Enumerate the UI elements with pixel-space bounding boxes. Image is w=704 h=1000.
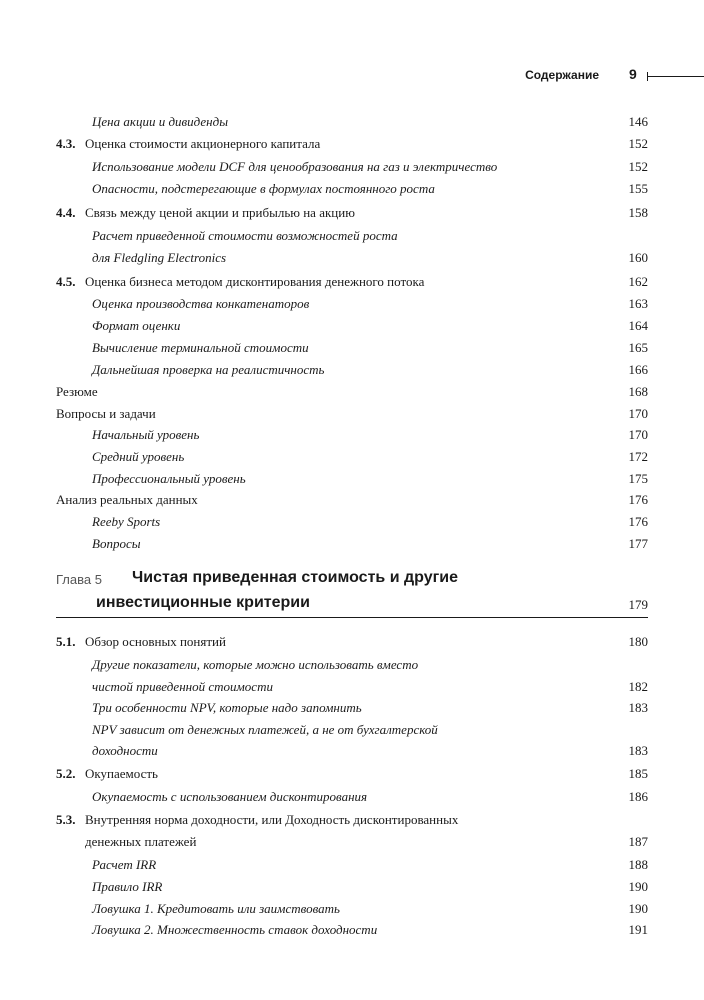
toc-entry-page: 175 xyxy=(628,471,648,486)
toc-entry-page: 158 xyxy=(628,205,648,220)
page-number: 9 xyxy=(629,66,637,82)
toc-entry xyxy=(0,382,704,404)
toc-entry xyxy=(0,179,704,201)
toc-entry-page: 152 xyxy=(628,136,648,151)
toc-entry-title: Расчет приведенной стоимости возможностей роста xyxy=(92,228,398,243)
toc-entry xyxy=(0,294,704,316)
toc-entry-title: Опасности, подстерегающие в формулах постоянного роста xyxy=(92,181,435,196)
toc-entry-page: 190 xyxy=(628,901,648,916)
chapter-rule xyxy=(56,617,648,618)
toc-entry xyxy=(0,632,704,654)
toc-entry-page: 186 xyxy=(628,789,648,804)
toc-entry-page: 168 xyxy=(628,384,648,399)
toc-entry-title: NPV зависит от денежных платежей, а не от бухгалтерской xyxy=(92,722,438,737)
toc-entry-title: Reeby Sports xyxy=(92,514,161,529)
toc-entry-page: 152 xyxy=(628,159,648,174)
toc-entry xyxy=(0,203,704,225)
toc-entry-title: Оценка производства конкатенаторов xyxy=(92,296,310,311)
toc-entry-title: Вычисление терминальной стоимости xyxy=(92,340,309,355)
toc-entry xyxy=(0,490,704,512)
toc-entry xyxy=(0,677,704,699)
chapter-page: 179 xyxy=(628,597,648,612)
toc-entry-page: 163 xyxy=(628,296,648,311)
toc-entry-title: Резюме xyxy=(56,384,98,399)
toc-entry-number: 4.4. xyxy=(56,205,76,220)
toc-entry xyxy=(0,920,704,942)
toc-entry-page: 170 xyxy=(628,406,648,421)
toc-entry xyxy=(0,741,704,763)
toc-entry-page: 183 xyxy=(628,700,648,715)
toc-entry xyxy=(0,698,704,720)
toc-entry-page: 162 xyxy=(628,274,648,289)
toc-entry xyxy=(0,404,704,426)
toc-entry-page: 185 xyxy=(628,766,648,781)
toc-entry xyxy=(0,338,704,360)
toc-entry-page: 160 xyxy=(628,250,648,265)
toc-entry-title: доходности xyxy=(92,743,158,758)
toc-entry-number: 5.2. xyxy=(56,766,76,781)
toc-entry xyxy=(0,810,704,832)
toc-entry-title: Вопросы и задачи xyxy=(56,406,156,421)
toc-entry-number: 4.3. xyxy=(56,136,76,151)
toc-entry-title: Начальный уровень xyxy=(92,427,200,442)
toc-entry xyxy=(0,899,704,921)
chapter-title-line2: инвестиционные критерии xyxy=(96,594,310,611)
chapter-heading xyxy=(56,568,648,618)
toc-entry-page: 187 xyxy=(628,834,648,849)
toc-entry-title: Внутренняя норма доходности, или Доходность дисконтированных xyxy=(85,812,459,827)
toc-entry xyxy=(0,655,704,677)
toc-entry xyxy=(0,534,704,556)
chapter-title-line1: Чистая приведенная стоимость и другие xyxy=(132,569,458,586)
toc-entry xyxy=(0,764,704,786)
toc-entry xyxy=(0,720,704,742)
toc-entry xyxy=(0,832,704,854)
toc-entry xyxy=(0,272,704,294)
toc-entry xyxy=(0,157,704,179)
toc-entry-title: Обзор основных понятий xyxy=(85,634,226,649)
toc-entry xyxy=(0,877,704,899)
toc-entry xyxy=(0,248,704,270)
running-header-section: Содержание xyxy=(525,68,599,82)
toc-entry xyxy=(0,360,704,382)
toc-entry-title: Ловушка 1. Кредитовать или заимствовать xyxy=(92,901,340,916)
toc-entry-title: чистой приведенной стоимости xyxy=(92,679,273,694)
toc-entry xyxy=(0,447,704,469)
toc-entry-title: Окупаемость xyxy=(85,766,158,781)
toc-entry-title: Ловушка 2. Множественность ставок доходности xyxy=(92,922,378,937)
toc-entry-page: 190 xyxy=(628,879,648,894)
toc-entry-page: 170 xyxy=(628,427,648,442)
toc-entry-title: для Fledgling Electronics xyxy=(92,250,227,265)
toc-entry-title: Вопросы xyxy=(92,536,141,551)
toc-entry-title: Связь между ценой акции и прибылью на акцию xyxy=(85,205,355,220)
toc-entry-page: 172 xyxy=(628,449,648,464)
toc-entry-number: 5.1. xyxy=(56,634,76,649)
toc-entry-number: 4.5. xyxy=(56,274,76,289)
toc-entry-title: Окупаемость с использованием дисконтирования xyxy=(92,789,368,804)
toc-entry xyxy=(0,425,704,447)
toc-entry-title: Средний уровень xyxy=(92,449,185,464)
toc-entry-title: Анализ реальных данных xyxy=(56,492,198,507)
toc-entry xyxy=(0,512,704,534)
toc-entry-page: 176 xyxy=(628,492,648,507)
toc-entry-title: денежных платежей xyxy=(85,834,197,849)
toc-entry xyxy=(0,226,704,248)
toc-entry-page: 177 xyxy=(628,536,648,551)
toc-entry-title: Формат оценки xyxy=(92,318,181,333)
toc-entry-title: Дальнейшая проверка на реалистичность xyxy=(92,362,325,377)
toc-entry-title: Профессиональный уровень xyxy=(92,471,246,486)
toc-entry xyxy=(0,134,704,156)
toc-entry-title: Цена акции и дивиденды xyxy=(92,114,228,129)
header-rule xyxy=(648,76,704,77)
toc-entry-page: 155 xyxy=(628,181,648,196)
toc-entry-page: 164 xyxy=(628,318,648,333)
toc-entry-page: 176 xyxy=(628,514,648,529)
toc-entry xyxy=(0,112,704,134)
toc-entry-title: Правило IRR xyxy=(92,879,163,894)
toc-entry-page: 165 xyxy=(628,340,648,355)
toc-entry-title: Использование модели DCF для ценообразования на газ и электричество xyxy=(92,159,498,174)
toc-entry-page: 146 xyxy=(628,114,648,129)
toc-entry-title: Три особенности NPV, которые надо запомнить xyxy=(92,700,362,715)
toc-entry-page: 188 xyxy=(628,857,648,872)
toc-entry-page: 183 xyxy=(628,743,648,758)
toc-entry-title: Расчет IRR xyxy=(92,857,157,872)
toc-entry-title: Другие показатели, которые можно использовать вместо xyxy=(92,657,419,672)
toc-entry-title: Оценка стоимости акционерного капитала xyxy=(85,136,321,151)
chapter-label: Глава 5 xyxy=(56,572,102,587)
toc-entry xyxy=(0,316,704,338)
toc-entry xyxy=(0,855,704,877)
toc-entry-number: 5.3. xyxy=(56,812,76,827)
toc-entry xyxy=(0,469,704,491)
toc-entry-page: 191 xyxy=(628,922,648,937)
toc-entry xyxy=(0,787,704,809)
toc-entry-page: 182 xyxy=(628,679,648,694)
toc-entry-page: 180 xyxy=(628,634,648,649)
running-header xyxy=(0,67,704,87)
toc-entry-page: 166 xyxy=(628,362,648,377)
toc-entry-title: Оценка бизнеса методом дисконтирования денежного потока xyxy=(85,274,425,289)
